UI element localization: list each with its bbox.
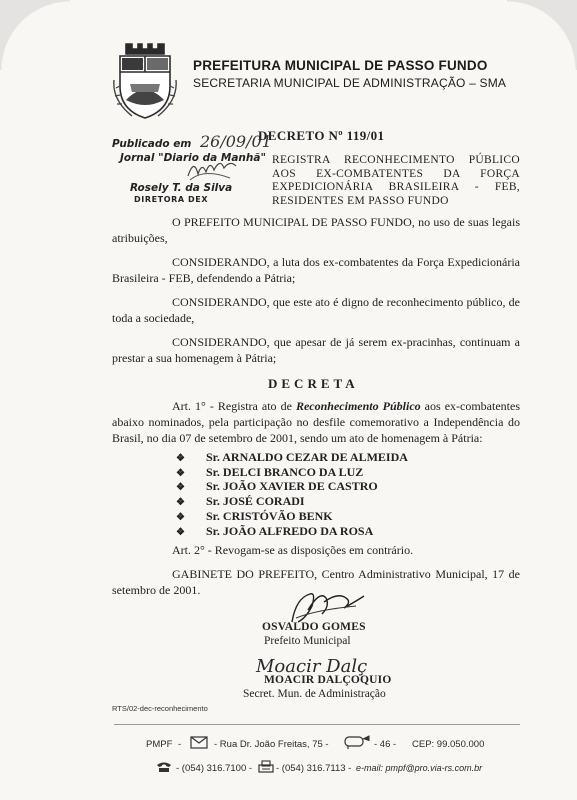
stamp-date: 26/09/01: [200, 132, 272, 151]
bullet-icon: ❖: [176, 467, 185, 479]
stamp-newspaper: Jornal "Diario da Manhã": [120, 152, 266, 164]
honoree-name: Sr. JOSÉ CORADI: [206, 494, 305, 509]
article-2-text: Art. 2° - Revogam-se as disposições em contrário.: [172, 543, 414, 557]
honorees-list: [176, 451, 408, 539]
fax-icon: [258, 760, 274, 773]
bullet-icon: ❖: [176, 482, 185, 494]
considering-text: CONSIDERANDO, que este ato é digno de reconhecimento público, de toda a sociedade,: [112, 295, 520, 325]
list-item: [176, 480, 408, 495]
stamp-role: DIRETORA DEX: [134, 195, 209, 204]
footer-divider: [114, 724, 520, 725]
intro-paragraph: [112, 214, 520, 246]
secretary-name: MOACIR DALÇOQUIO: [264, 674, 392, 686]
footer-separator: -: [178, 739, 182, 750]
article-1: [112, 398, 520, 446]
secretary-role: Secret. Mun. de Administração: [243, 688, 386, 700]
considering-paragraph: [112, 254, 520, 286]
stamp-name: Rosely T. da Silva: [130, 182, 233, 194]
stamp-signature: [184, 156, 240, 184]
decree-summary: REGISTRA RECONHECIMENTO PÚBLICO AOS EX-COMBATENTES DA FORÇA EXPEDICIONÁRIA BRASILEIRA - FEB, RESIDENTES EM PASSO FUNDO: [272, 154, 520, 207]
page-corner: [0, 0, 70, 70]
list-item: [176, 525, 408, 540]
list-item: [176, 451, 408, 466]
article-2: [112, 542, 520, 558]
header-title: PREFEITURA MUNICIPAL DE PASSO FUNDO: [193, 58, 488, 73]
article-1-prefix: Art. 1° - Registra ato de: [172, 399, 296, 413]
footer-cep: CEP: 99.050.000: [412, 739, 485, 750]
considering-paragraph: [112, 294, 520, 326]
envelope-icon: [190, 736, 208, 749]
decreta-heading: DECRETA: [268, 376, 359, 391]
honoree-name: Sr. JOÃO XAVIER DE CASTRO: [206, 479, 378, 494]
footer-mailbox-number: - 46 -: [374, 739, 397, 750]
footer-fax: - (054) 316.7113 -: [276, 763, 352, 774]
bullet-icon: ❖: [176, 511, 185, 523]
article-1-text: aos ex-combatentes abaixo nominados, pela participação no desfile comemorativo a Independência do Brasil, no dia 07 de setembro de 2001, sendo um ato de homenagem à Pátria:: [112, 399, 520, 445]
honoree-name: Sr. JOÃO ALFREDO DA ROSA: [206, 523, 374, 538]
list-item: [176, 466, 408, 481]
considering-text: CONSIDERANDO, que apesar de já serem ex-pracinhas, continuam a prestar a sua homenagem à Pátria;: [112, 335, 520, 365]
considering-text: CONSIDERANDO, a luta dos ex-combatentes da Força Expedicionária Brasileira - FEB, defendendo a Pátria;: [112, 255, 520, 285]
svg-text:Moacir Dalç: Moacir Dalç: [256, 656, 368, 677]
footer-phone: - (054) 316.7100 -: [176, 763, 253, 774]
footer-address: - Rua Dr. João Freitas, 75 -: [214, 739, 329, 750]
article-1-emphasis: Reconhecimento Público: [295, 399, 421, 413]
honoree-name: Sr. CRISTÓVÃO BENK: [206, 508, 333, 523]
bullet-icon: ❖: [176, 526, 185, 538]
telephone-icon: [156, 761, 172, 773]
bullet-icon: ❖: [176, 497, 185, 509]
footer-pmpf: PMPF: [146, 739, 173, 750]
coat-of-arms-icon: [112, 40, 178, 122]
honoree-name: Sr. DELCI BRANCO DA LUZ: [206, 464, 364, 479]
footer-email: e-mail: pmpf@pro.via-rs.com.br: [356, 763, 483, 773]
list-item: [176, 495, 408, 510]
mailbox-icon: [342, 733, 372, 749]
document-reference: RTS/02-dec-reconhecimento: [112, 704, 208, 713]
stamp-published-label: Publicado em: [112, 138, 192, 150]
publication-stamp: [112, 132, 272, 210]
page-corner: [507, 0, 577, 70]
considering-paragraph: [112, 334, 520, 366]
header-subtitle: SECRETARIA MUNICIPAL DE ADMINISTRAÇÃO – SMA: [193, 76, 507, 90]
bullet-icon: ❖: [176, 453, 185, 464]
honoree-name: Sr. ARNALDO CEZAR DE ALMEIDA: [206, 450, 408, 464]
mayor-role: Prefeito Municipal: [264, 635, 351, 647]
decree-number: DECRETO Nº 119/01: [258, 128, 385, 143]
list-item: [176, 510, 408, 525]
mayor-name: OSVALDO GOMES: [262, 621, 366, 633]
intro-text: O PREFEITO MUNICIPAL DE PASSO FUNDO, no uso de suas legais atribuições,: [112, 215, 520, 245]
closing-text: GABINETE DO PREFEITO, Centro Administrativo Municipal, 17 de setembro de 2001.: [112, 567, 520, 597]
